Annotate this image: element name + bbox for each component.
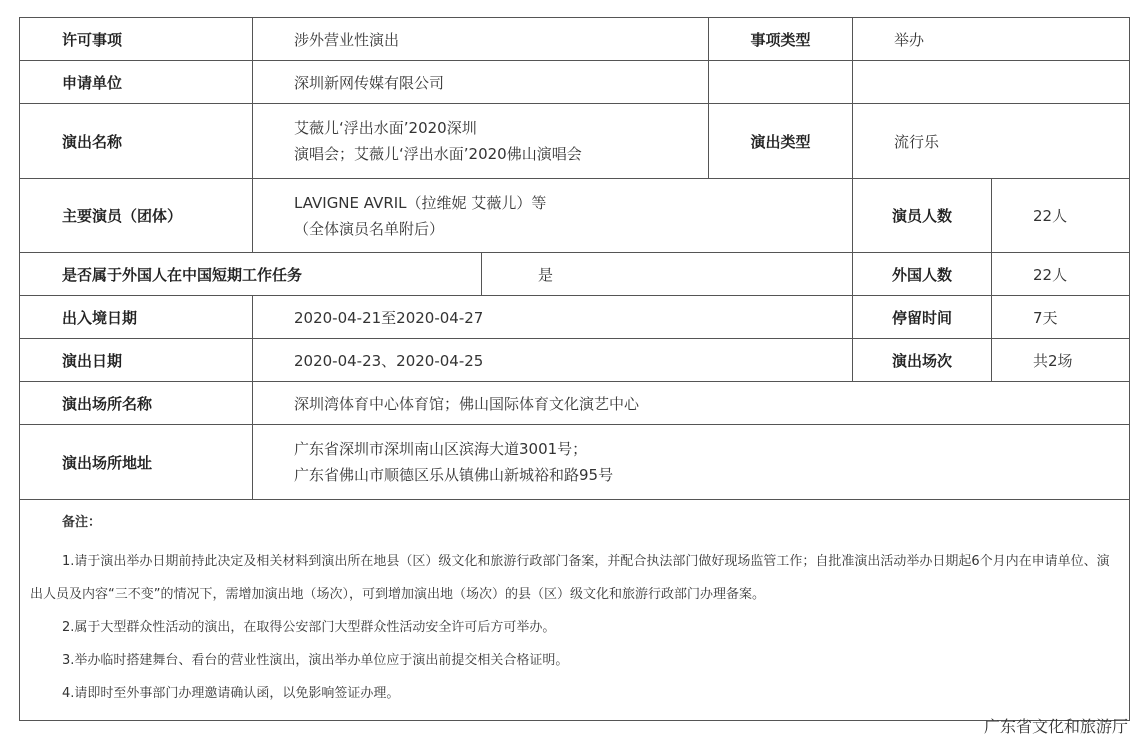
notes-cell [20, 500, 1130, 721]
foreign-task-label: 是否属于外国人在中国短期工作任务 [20, 253, 482, 296]
entry-exit-label: 出入境日期 [20, 296, 253, 339]
performer-count-label: 演员人数 [853, 179, 992, 253]
item-type-value: 举办 [853, 18, 1130, 61]
venue-address-value [253, 425, 1130, 500]
performer-count-value: 22人 [992, 179, 1130, 253]
sessions-value: 共2场 [992, 339, 1130, 382]
row-entry-exit [20, 296, 1130, 339]
issuer-signature: 广东省文化和旅游厅 [983, 717, 1128, 736]
performers-label: 主要演员（团体） [20, 179, 253, 253]
empty-cell [853, 61, 1130, 104]
show-type-label: 演出类型 [709, 104, 853, 179]
venue-address-line-2: 广东省佛山市顺德区乐从镇佛山新城裕和路95号 [294, 466, 614, 484]
note-item-1: 1.请于演出举办日期前持此决定及相关材料到演出所在地县（区）级文化和旅游行政部门备案，并配合执法部门做好现场监管工作；自批准演出活动举办日期起6个月内在申请单位、演出人员及内容“三不变”的情况下，需增加演出地（场次），可到增加演出地（场次）的县（区）级文化和旅游行政部门办理备案。 [30, 554, 1110, 602]
performers-line-2: （全体演员名单附后） [294, 219, 445, 238]
notes-title: 备注： [62, 515, 102, 530]
show-name-label: 演出名称 [20, 104, 253, 179]
permit-table [19, 17, 1130, 721]
show-type-value: 流行乐 [853, 104, 1130, 179]
row-performers [20, 179, 1130, 253]
sessions-label: 演出场次 [853, 339, 992, 382]
permit-item-value: 涉外营业性演出 [253, 18, 709, 61]
performers-value [253, 179, 853, 253]
applicant-label: 申请单位 [20, 61, 253, 104]
item-type-label: 事项类型 [709, 18, 853, 61]
row-show-name [20, 104, 1130, 179]
show-date-label: 演出日期 [20, 339, 253, 382]
stay-duration-value: 7天 [992, 296, 1130, 339]
row-applicant [20, 61, 1130, 104]
show-name-line-2: 演唱会；艾薇儿‘浮出水面’2020佛山演唱会 [294, 145, 582, 163]
note-item-4: 4.请即时至外事部门办理邀请确认函，以免影响签证办理。 [62, 686, 400, 701]
foreign-task-value: 是 [482, 253, 853, 296]
venue-address-label: 演出场所地址 [20, 425, 253, 500]
row-venue-name [20, 382, 1130, 425]
note-item-2: 2.属于大型群众性活动的演出，在取得公安部门大型群众性活动安全许可后方可举办。 [62, 620, 556, 635]
show-name-line-1: 艾薇儿‘浮出水面’2020深圳 [294, 119, 477, 137]
row-venue-address [20, 425, 1130, 500]
note-item-3: 3.举办临时搭建舞台、看台的营业性演出，演出举办单位应于演出前提交相关合格证明。 [62, 653, 569, 668]
show-name-value [253, 104, 709, 179]
permit-item-label: 许可事项 [20, 18, 253, 61]
entry-exit-value: 2020-04-21至2020-04-27 [253, 296, 853, 339]
show-date-value: 2020-04-23、2020-04-25 [253, 339, 853, 382]
row-permit-item [20, 18, 1130, 61]
row-foreign-task [20, 253, 1130, 296]
venue-name-label: 演出场所名称 [20, 382, 253, 425]
foreigner-count-value: 22人 [992, 253, 1130, 296]
venue-name-value: 深圳湾体育中心体育馆；佛山国际体育文化演艺中心 [253, 382, 1130, 425]
empty-cell [709, 61, 853, 104]
performers-line-1: LAVIGNE AVRIL（拉维妮 艾薇儿）等 [294, 193, 547, 212]
stay-duration-label: 停留时间 [853, 296, 992, 339]
foreigner-count-label: 外国人数 [853, 253, 992, 296]
row-notes [20, 500, 1130, 721]
row-show-date [20, 339, 1130, 382]
venue-address-line-1: 广东省深圳市深圳南山区滨海大道3001号； [294, 440, 588, 458]
applicant-value: 深圳新网传媒有限公司 [253, 61, 709, 104]
